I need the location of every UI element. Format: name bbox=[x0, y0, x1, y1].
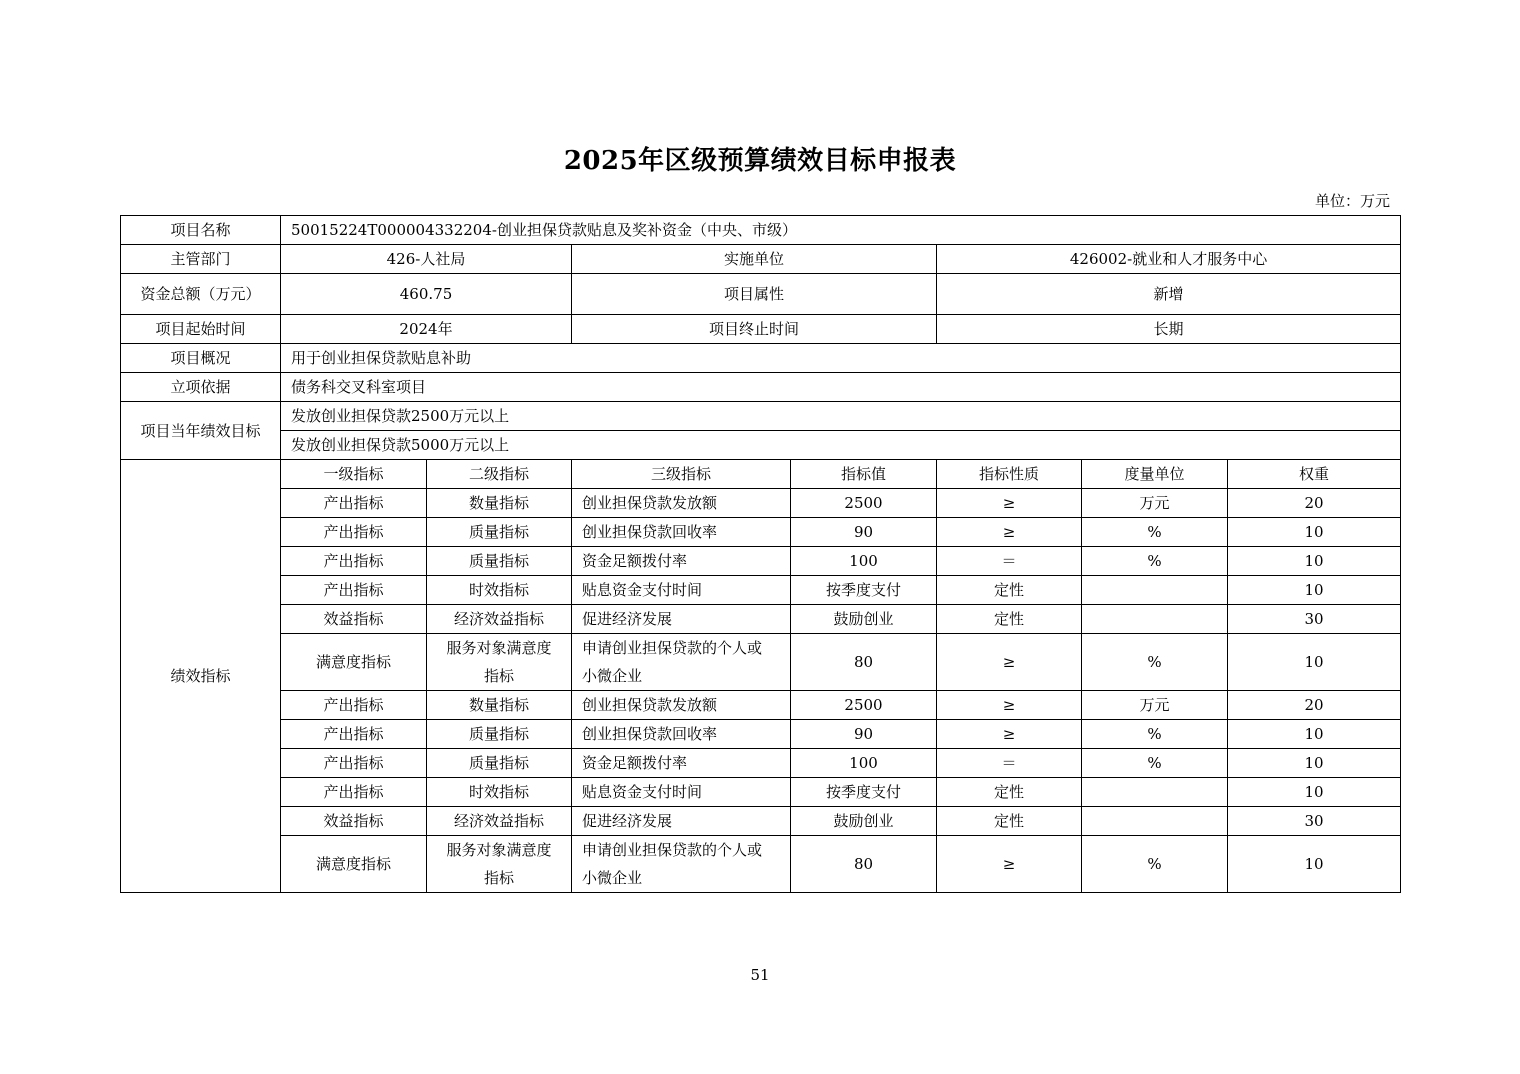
level2-line: 服务对象满意度 bbox=[446, 841, 552, 859]
level1-indicator: 产出指标 bbox=[281, 547, 427, 576]
indicator-weight: 10 bbox=[1228, 778, 1401, 807]
indicator-weight: 10 bbox=[1228, 518, 1401, 547]
level2-indicator: 经济效益指标 bbox=[427, 807, 572, 836]
basis-value: 债务科交叉科室项目 bbox=[281, 373, 1401, 402]
indicator-unit: % bbox=[1082, 720, 1228, 749]
indicator-weight: 10 bbox=[1228, 634, 1401, 691]
implementing-unit-value: 426002-就业和人才服务中心 bbox=[937, 245, 1401, 274]
level2-indicator bbox=[427, 836, 572, 893]
indicator-unit bbox=[1082, 576, 1228, 605]
indicator-row bbox=[121, 778, 1401, 807]
row-period bbox=[121, 315, 1401, 344]
indicator-value: 90 bbox=[791, 518, 937, 547]
level2-indicator bbox=[427, 634, 572, 691]
indicator-row bbox=[121, 518, 1401, 547]
indicator-value: 鼓励创业 bbox=[791, 605, 937, 634]
level2-indicator: 时效指标 bbox=[427, 778, 572, 807]
start-time-label: 项目起始时间 bbox=[121, 315, 281, 344]
indicator-unit: % bbox=[1082, 547, 1228, 576]
level3-indicator: 创业担保贷款回收率 bbox=[572, 720, 791, 749]
department-value: 426-人社局 bbox=[281, 245, 572, 274]
annual-goal-2: 发放创业担保贷款5000万元以上 bbox=[281, 431, 1401, 460]
level3-line: 申请创业担保贷款的个人或 bbox=[582, 841, 763, 859]
project-attribute-label: 项目属性 bbox=[572, 274, 937, 315]
indicator-nature: 定性 bbox=[937, 576, 1082, 605]
annual-goal-1: 发放创业担保贷款2500万元以上 bbox=[281, 402, 1401, 431]
level3-indicator bbox=[572, 634, 791, 691]
end-time-label: 项目终止时间 bbox=[572, 315, 937, 344]
indicator-weight: 10 bbox=[1228, 547, 1401, 576]
indicator-value: 鼓励创业 bbox=[791, 807, 937, 836]
level3-indicator: 贴息资金支付时间 bbox=[572, 778, 791, 807]
annual-goal-label: 项目当年绩效目标 bbox=[121, 402, 281, 460]
level1-indicator: 产出指标 bbox=[281, 576, 427, 605]
level2-indicator: 数量指标 bbox=[427, 489, 572, 518]
basis-label: 立项依据 bbox=[121, 373, 281, 402]
level1-indicator: 产出指标 bbox=[281, 778, 427, 807]
level2-indicator: 质量指标 bbox=[427, 720, 572, 749]
column-header: 指标值 bbox=[791, 460, 937, 489]
indicator-unit: % bbox=[1082, 836, 1228, 893]
page-number: 51 bbox=[750, 966, 770, 984]
indicator-nature: ≥ bbox=[937, 720, 1082, 749]
indicator-value: 按季度支付 bbox=[791, 778, 937, 807]
level3-indicator: 促进经济发展 bbox=[572, 807, 791, 836]
indicator-weight: 10 bbox=[1228, 720, 1401, 749]
row-goal-1 bbox=[121, 402, 1401, 431]
indicator-row bbox=[121, 576, 1401, 605]
column-header: 二级指标 bbox=[427, 460, 572, 489]
level3-line: 小微企业 bbox=[582, 869, 643, 887]
column-header: 指标性质 bbox=[937, 460, 1082, 489]
level3-indicator: 资金足额拨付率 bbox=[572, 547, 791, 576]
level3-indicator: 创业担保贷款发放额 bbox=[572, 489, 791, 518]
indicator-nature: ≥ bbox=[937, 518, 1082, 547]
column-header: 三级指标 bbox=[572, 460, 791, 489]
project-name-label: 项目名称 bbox=[121, 216, 281, 245]
level3-indicator: 贴息资金支付时间 bbox=[572, 576, 791, 605]
level1-indicator: 效益指标 bbox=[281, 807, 427, 836]
indicator-unit bbox=[1082, 605, 1228, 634]
level1-indicator: 产出指标 bbox=[281, 749, 427, 778]
level3-indicator: 资金足额拨付率 bbox=[572, 749, 791, 778]
level1-indicator: 产出指标 bbox=[281, 720, 427, 749]
level2-line: 指标 bbox=[483, 869, 514, 887]
indicator-unit: % bbox=[1082, 518, 1228, 547]
level3-indicator: 创业担保贷款回收率 bbox=[572, 518, 791, 547]
indicator-row bbox=[121, 489, 1401, 518]
indicator-value: 80 bbox=[791, 836, 937, 893]
level2-indicator: 质量指标 bbox=[427, 749, 572, 778]
level2-indicator: 时效指标 bbox=[427, 576, 572, 605]
indicator-row bbox=[121, 749, 1401, 778]
level3-indicator bbox=[572, 836, 791, 893]
indicator-value: 100 bbox=[791, 749, 937, 778]
column-header: 权重 bbox=[1228, 460, 1401, 489]
indicator-value: 80 bbox=[791, 634, 937, 691]
level3-indicator: 促进经济发展 bbox=[572, 605, 791, 634]
row-department bbox=[121, 245, 1401, 274]
indicator-weight: 20 bbox=[1228, 691, 1401, 720]
column-header: 一级指标 bbox=[281, 460, 427, 489]
indicator-weight: 20 bbox=[1228, 489, 1401, 518]
row-amount bbox=[121, 274, 1401, 315]
implementing-unit-label: 实施单位 bbox=[572, 245, 937, 274]
level1-indicator: 满意度指标 bbox=[281, 634, 427, 691]
indicator-unit: 万元 bbox=[1082, 489, 1228, 518]
level1-indicator: 产出指标 bbox=[281, 691, 427, 720]
level3-line: 申请创业担保贷款的个人或 bbox=[582, 639, 763, 657]
indicator-value: 按季度支付 bbox=[791, 576, 937, 605]
level2-line: 服务对象满意度 bbox=[446, 639, 552, 657]
performance-target-table bbox=[120, 215, 1401, 893]
overview-label: 项目概况 bbox=[121, 344, 281, 373]
project-attribute-value: 新增 bbox=[937, 274, 1401, 315]
indicator-value: 100 bbox=[791, 547, 937, 576]
level1-indicator: 效益指标 bbox=[281, 605, 427, 634]
level3-indicator: 创业担保贷款发放额 bbox=[572, 691, 791, 720]
indicator-nature: ≥ bbox=[937, 691, 1082, 720]
indicator-nature: ＝ bbox=[937, 749, 1082, 778]
level2-indicator: 质量指标 bbox=[427, 518, 572, 547]
row-goal-2 bbox=[121, 431, 1401, 460]
indicator-unit bbox=[1082, 807, 1228, 836]
start-time-value: 2024年 bbox=[281, 315, 572, 344]
level3-line: 小微企业 bbox=[582, 667, 643, 685]
indicator-weight: 10 bbox=[1228, 836, 1401, 893]
overview-value: 用于创业担保贷款贴息补助 bbox=[281, 344, 1401, 373]
indicator-nature: ≥ bbox=[937, 836, 1082, 893]
indicator-weight: 30 bbox=[1228, 807, 1401, 836]
indicator-nature: ≥ bbox=[937, 489, 1082, 518]
indicator-row bbox=[121, 807, 1401, 836]
indicator-nature: 定性 bbox=[937, 778, 1082, 807]
row-overview bbox=[121, 344, 1401, 373]
row-basis bbox=[121, 373, 1401, 402]
indicator-unit: 万元 bbox=[1082, 691, 1228, 720]
level1-indicator: 满意度指标 bbox=[281, 836, 427, 893]
end-time-value: 长期 bbox=[937, 315, 1401, 344]
department-label: 主管部门 bbox=[121, 245, 281, 274]
indicator-value: 90 bbox=[791, 720, 937, 749]
level2-line: 指标 bbox=[483, 667, 514, 685]
indicator-weight: 10 bbox=[1228, 749, 1401, 778]
indicator-header-row bbox=[121, 460, 1401, 489]
indicator-row bbox=[121, 547, 1401, 576]
level2-indicator: 数量指标 bbox=[427, 691, 572, 720]
indicator-value: 2500 bbox=[791, 691, 937, 720]
indicator-row bbox=[121, 720, 1401, 749]
level2-indicator: 经济效益指标 bbox=[427, 605, 572, 634]
unit-label: 单位：万元 bbox=[1314, 192, 1390, 210]
indicator-weight: 30 bbox=[1228, 605, 1401, 634]
level1-indicator: 产出指标 bbox=[281, 489, 427, 518]
indicator-unit bbox=[1082, 778, 1228, 807]
indicators-section-label: 绩效指标 bbox=[121, 460, 281, 893]
indicator-nature: 定性 bbox=[937, 605, 1082, 634]
total-amount-label: 资金总额（万元） bbox=[121, 274, 281, 315]
indicator-nature: 定性 bbox=[937, 807, 1082, 836]
indicator-row bbox=[121, 691, 1401, 720]
page-title: 2025年区级预算绩效目标申报表 bbox=[563, 146, 957, 176]
indicator-unit: % bbox=[1082, 634, 1228, 691]
indicator-row bbox=[121, 836, 1401, 893]
indicator-weight: 10 bbox=[1228, 576, 1401, 605]
indicator-row bbox=[121, 605, 1401, 634]
column-header: 度量单位 bbox=[1082, 460, 1228, 489]
row-project-name bbox=[121, 216, 1401, 245]
project-name-value: 50015224T000004332204-创业担保贷款贴息及奖补资金（中央、市级） bbox=[281, 216, 1401, 245]
indicator-value: 2500 bbox=[791, 489, 937, 518]
level2-indicator: 质量指标 bbox=[427, 547, 572, 576]
indicator-row bbox=[121, 634, 1401, 691]
indicator-nature: ＝ bbox=[937, 547, 1082, 576]
level1-indicator: 产出指标 bbox=[281, 518, 427, 547]
indicator-nature: ≥ bbox=[937, 634, 1082, 691]
indicator-unit: % bbox=[1082, 749, 1228, 778]
total-amount-value: 460.75 bbox=[281, 274, 572, 315]
